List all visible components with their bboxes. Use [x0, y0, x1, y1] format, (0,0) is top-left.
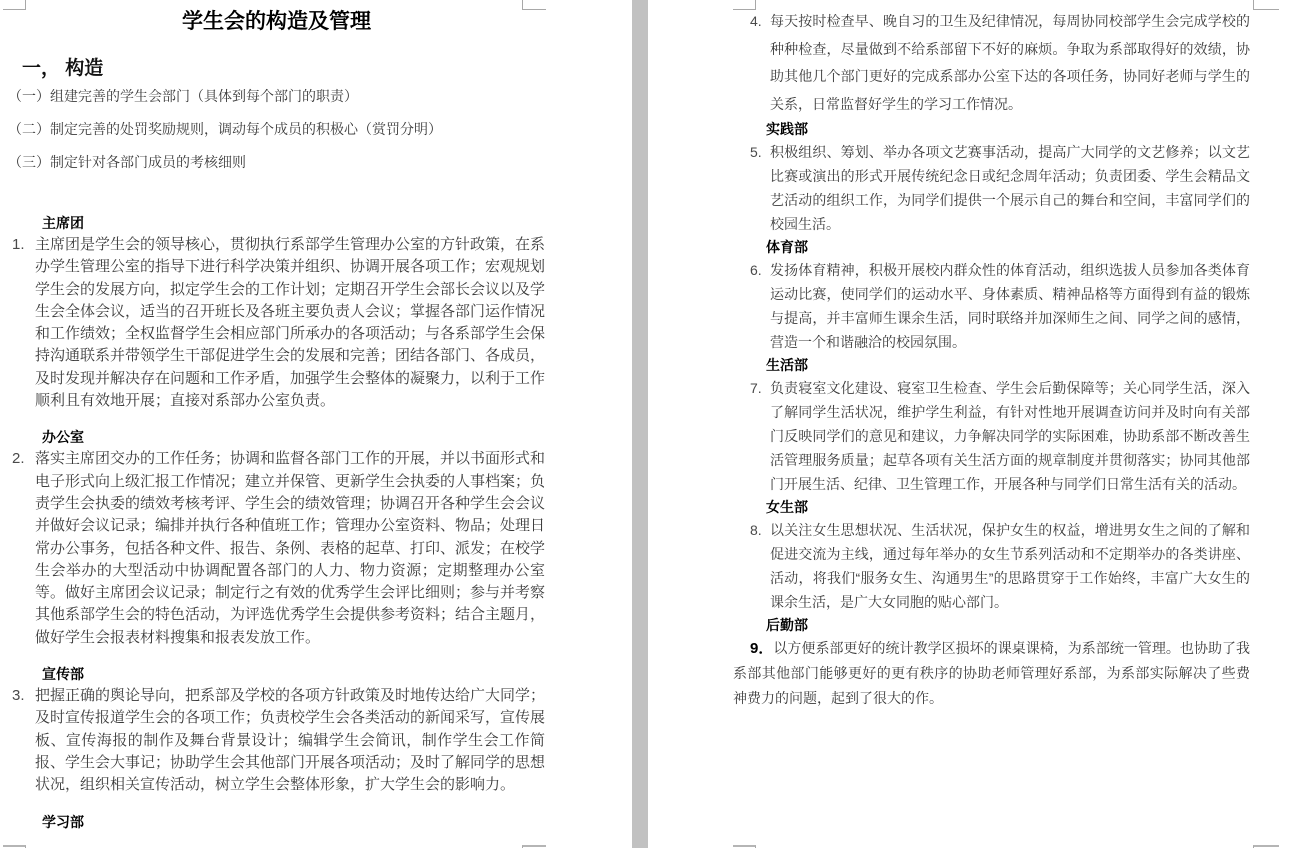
dept-heading: 生活部 — [766, 357, 808, 373]
dept-item — [12, 234, 545, 412]
dept-section-chairman — [12, 212, 545, 412]
item-number: 5. — [750, 144, 762, 160]
dept-section-sports — [733, 236, 1250, 354]
dept-item — [750, 258, 1250, 354]
item-text: 发扬体育精神，积极开展校内群众性的体育活动，组织选拔人员参加各类体育运动比赛，使同学们的运动水平、身体素质、精神品格等方面得到有益的锻炼与提高，并丰富师生课余生活，同时联络并加深师生之间、同学之间的感情，营造一个和谐融洽的校园氛围。 — [770, 262, 1250, 350]
item-number: 6. — [750, 262, 762, 278]
section-heading-construct: 一， 构造 — [22, 58, 104, 79]
item-text: 积极组织、筹划、举办各项文艺赛事活动，提高广大同学的文艺修养；以文艺比赛或演出的形式开展传统纪念日或纪念周年活动；负责团委、学生会精品文艺活动的组织工作，为同学们提供一个展示自己的舞台和空间，丰富同学们的校园生活。 — [770, 144, 1250, 232]
dept-heading: 女生部 — [766, 499, 808, 515]
dept-section-life — [733, 354, 1250, 496]
dept-heading: 办公室 — [42, 429, 84, 446]
departments-page2 — [733, 8, 1250, 711]
intro-item: （二）制定完善的处罚奖励规则，调动每个成员的积极心（赏罚分明） — [8, 121, 442, 137]
dept-heading: 实践部 — [766, 121, 808, 137]
item-text: 负责寝室文化建设、寝室卫生检查、学生会后勤保障等；关心同学生活，深入了解同学生活状况，维护学生利益，有针对性地开展调查访问并及时向有关部门反映同学们的意见和建议，力争解决同学的实际困难，协助系部不断改善生活管理服务质量；起草各项有关生活方面的规章制度并贯彻落实；协同其他部门开展生活、纪律、卫生管理工作，开展各种与同学们日常生活有关的活动。 — [770, 380, 1250, 492]
dept-item — [750, 376, 1250, 496]
dept-section-practice — [733, 118, 1250, 236]
item-text: 把握正确的舆论导向，把系部及学校的各项方针政策及时地传达给广大同学；及时宣传报道学生会的各项工作；负责校学生会各类活动的新闻采写，宣传展板、宣传海报的制作及舞台背景设计；编辑学生会简讯，制作学生会工作简报、学生会大事记；协助学生会其他部门开展各项活动；及时了解同学的思想状况，组织相关宣传活动，树立学生会整体形象，扩大学生会的影响力。 — [35, 687, 546, 794]
dept-heading: 体育部 — [766, 239, 808, 255]
item-number: 2. — [12, 450, 25, 468]
item-text: 以方便系部更好的统计教学区损坏的课桌课椅，为系部统一管理。也协助了我系部其他部门能够更好的更有秩序的协助老师管理好系部，为系部实际解决了些费神费力的问题，起到了很大的作。 — [733, 640, 1251, 706]
item-text: 落实主席团交办的工作任务；协调和监督各部门工作的开展，并以书面形式和电子形式向上级汇报工作情况；建立并保管、更新学生会执委的人事档案；负责学生会执委的绩效考核考评、学生会的绩效管理；协调召开各种学生会会议并做好会议记录；编排并执行各种值班工作；管理办公室资料、物品；处理日常办公事务，包括各种文件、报告、条例、表格的起草、打印、派发；在校学生会举办的大型活动中协调配置各部门的人力、物力资源；定期整理办公室等。做好主席团会议记录；制定行之有效的优秀学生会评比细则；参与并考察其他系部学生会的特色活动，为评选优秀学生会提供参考资料；结合主题月，做好学生会报表材料搜集和报表发放工作。 — [35, 450, 546, 646]
dept-heading: 宣传部 — [42, 666, 84, 683]
intro-item: （一）组建完善的学生会部门（具体到每个部门的职责） — [8, 88, 358, 104]
dept-item — [750, 518, 1250, 614]
dept-item — [12, 448, 545, 649]
dept-heading: 后勤部 — [766, 617, 808, 633]
dept-item — [750, 140, 1250, 236]
departments-page1 — [12, 212, 545, 833]
dept-heading: 学习部 — [42, 813, 84, 830]
item-text: 每天按时检查早、晚自习的卫生及纪律情况，每周协同校部学生会完成学校的种种检查，尽量做到不给系部留下不好的麻烦。争取为系部取得好的效绩，协助其他几个部门更好的完成系部办公室下达的各项任务，协同好老师与学生的关系，日常监督好学生的学习工作情况。 — [770, 13, 1250, 112]
intro-list — [8, 86, 545, 185]
dept-section-office — [12, 426, 545, 649]
dept-item — [750, 8, 1250, 118]
dept-item — [12, 685, 545, 796]
document-title: 学生会的构造及管理 — [182, 10, 371, 33]
crop-mark-page2-top-right — [1253, 0, 1279, 10]
dept-section-study-item — [733, 8, 1250, 118]
item-number: 9． — [750, 640, 774, 657]
dept-section-study — [12, 811, 545, 833]
item-number: 3. — [12, 687, 25, 705]
intro-item: （三）制定针对各部门成员的考核细则 — [8, 154, 246, 170]
dept-section-logistics — [733, 614, 1250, 711]
page-gutter — [632, 0, 648, 848]
dept-item — [733, 636, 1250, 711]
item-number: 1. — [12, 236, 25, 253]
dept-section-publicity — [12, 663, 545, 796]
item-text: 以关注女生思想状况、生活状况，保护女生的权益，增进男女生之间的了解和促进交流为主线，通过每年举办的女生节系列活动和不定期举办的各类讲座、活动，将我们“服务女生、沟通男生”的思路贯穿于工作始终，丰富广大女生的课余生活，是广大女同胞的贴心部门。 — [770, 522, 1250, 610]
item-number: 8. — [750, 522, 762, 538]
dept-section-girls — [733, 496, 1250, 614]
item-text: 主席团是学生会的领导核心，贯彻执行系部学生管理办公室的方针政策，在系办学生管理公室的指导下进行科学决策并组织、协调开展各项工作；宏观规划学生会的发展方向，拟定学生会的工作计划；定期召开学生会部长会议以及学生会全体会议，适当的召开班长及各班主要负责人会议；掌握各部门运作情况和工作绩效；全权监督学生会相应部门所承办的各项活动；与各系部学生会保持沟通联系并带领学生干部促进学生会的发展和完善；团结各部门、各成员，及时发现并解决存在问题和工作矛盾，加强学生会整体的凝聚力，以利于工作顺利且有效地开展；直接对系部办公室负责。 — [35, 236, 546, 410]
item-number: 7. — [750, 380, 762, 396]
dept-heading: 主席团 — [42, 215, 84, 231]
item-number: 4. — [750, 13, 762, 29]
